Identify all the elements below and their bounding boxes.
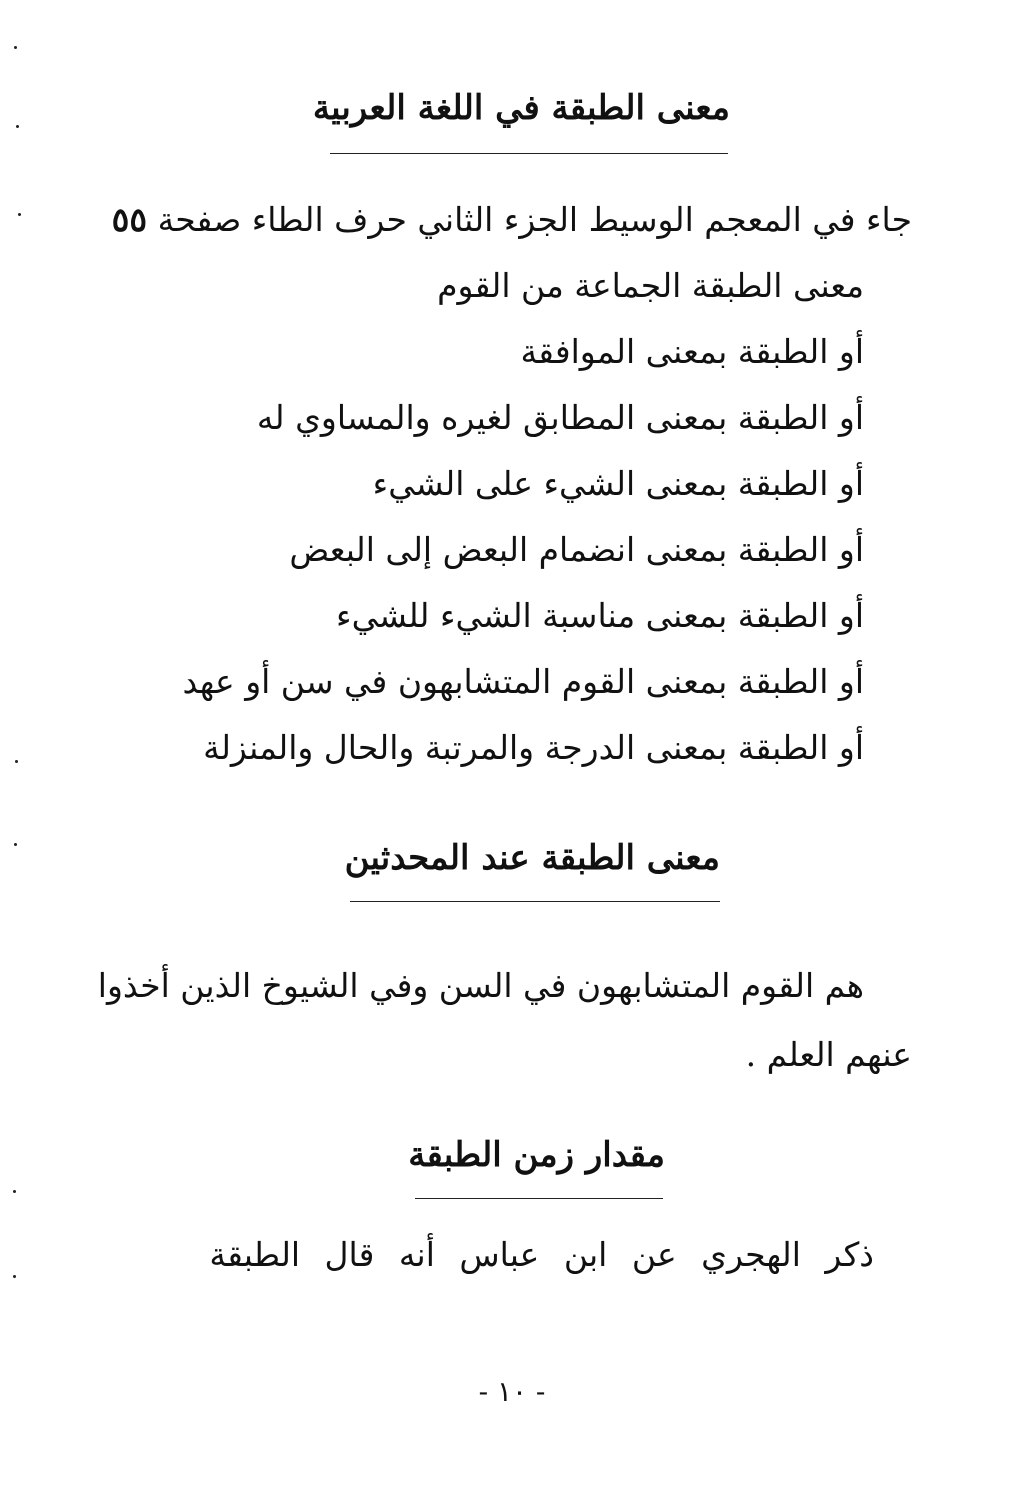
- meaning-line: أو الطبقة بمعنى الموافقة: [520, 332, 864, 371]
- meaning-line: أو الطبقة بمعنى انضمام البعض إلى البعض: [289, 530, 864, 569]
- meaning-line: معنى الطبقة الجماعة من القوم: [437, 266, 864, 305]
- page-number: - ١٠ -: [478, 1375, 546, 1408]
- section-heading-language: معنى الطبقة في اللغة العربية: [312, 88, 730, 128]
- scan-speck: [16, 125, 19, 128]
- scan-speck: [14, 843, 17, 846]
- scan-speck: [13, 1190, 16, 1193]
- scan-speck: [18, 213, 21, 216]
- meaning-line: أو الطبقة بمعنى المطابق لغيره والمساوي له: [256, 398, 864, 437]
- heading-underline: [350, 901, 720, 902]
- scan-speck: [13, 1275, 16, 1278]
- meaning-line: أو الطبقة بمعنى مناسبة الشيء للشيء: [336, 596, 864, 635]
- meaning-line: أو الطبقة بمعنى القوم المتشابهون في سن أو عهد: [182, 662, 864, 701]
- intro-text: جاء في المعجم الوسيط الجزء الثاني حرف الطاء صفحة: [157, 200, 912, 239]
- intro-line: [112, 200, 912, 239]
- heading-underline: [415, 1198, 663, 1199]
- section-heading-duration: مقدار زمن الطبقة: [408, 1135, 665, 1175]
- meaning-line: أو الطبقة بمعنى الدرجة والمرتبة والحال والمنزلة: [203, 728, 864, 767]
- meaning-line: أو الطبقة بمعنى الشيء على الشيء: [372, 464, 864, 503]
- heading-underline: [330, 153, 728, 154]
- scan-speck: [14, 46, 17, 49]
- definition-line: عنهم العلم .: [745, 1035, 912, 1074]
- scan-speck: [15, 760, 18, 763]
- page-reference: ٥٥: [111, 200, 148, 239]
- section-heading-hadith-scholars: معنى الطبقة عند المحدثين: [344, 838, 720, 878]
- definition-line: هم القوم المتشابهون في السن وفي الشيوخ الذين أخذوا: [97, 966, 864, 1005]
- duration-line: ذكر الهجري عن ابن عباس أنه قال الطبقة: [209, 1235, 874, 1274]
